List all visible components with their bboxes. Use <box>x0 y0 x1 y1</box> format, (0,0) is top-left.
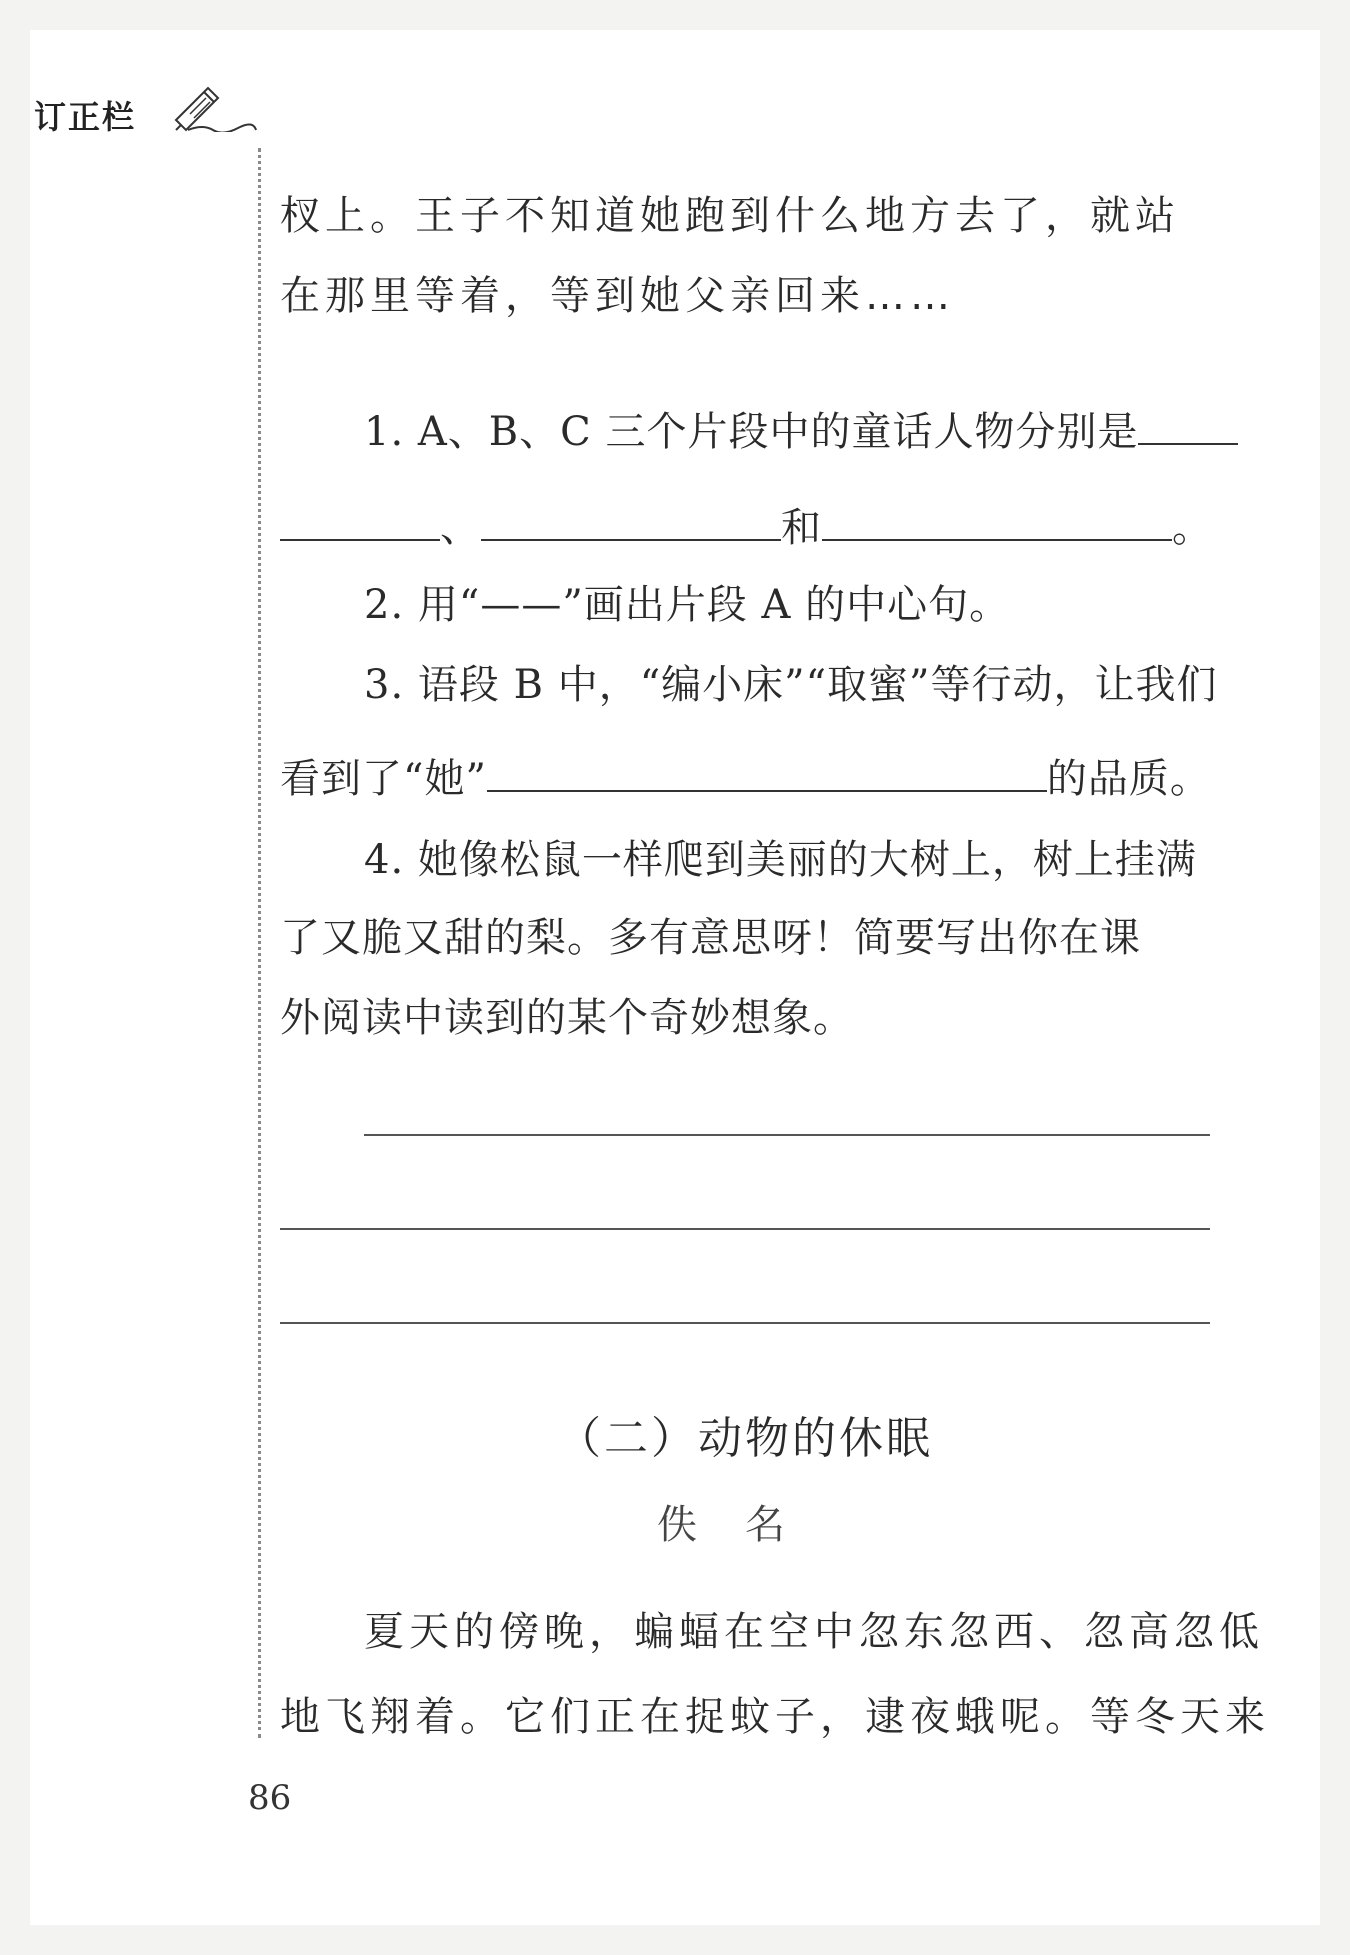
answer-blank[interactable] <box>481 509 781 541</box>
question-3-text-end: 的品质。 <box>1046 756 1211 802</box>
answer-blank[interactable] <box>280 509 440 541</box>
question-3-text: 看到了“她” <box>280 756 487 802</box>
question-2: 2. 用“——”画出片段 A 的中心句。 <box>364 582 1011 628</box>
passage-a-line-1: 杈上。王子不知道她跑到什么地方去了，就站 <box>280 193 1180 239</box>
separator: 、 <box>440 505 481 551</box>
question-3: 3. 语段 B 中，“编小床”“取蜜”等行动，让我们 <box>364 662 1218 708</box>
separator: 。 <box>1172 505 1213 551</box>
answer-line[interactable] <box>280 1322 1210 1324</box>
pencil-icon <box>168 82 258 132</box>
passage-a-line-2: 在那里等着，等到她父亲回来…… <box>280 273 955 319</box>
author: 佚名 <box>657 1502 833 1548</box>
question-4-line-2: 了又脆又甜的梨。多有意思呀！简要写出你在课 <box>280 915 1141 961</box>
correction-divider <box>258 148 261 1738</box>
answer-blank[interactable] <box>822 509 1172 541</box>
question-1-blanks <box>280 505 1213 551</box>
question-1 <box>280 409 1210 455</box>
correction-column-label: 订正栏 <box>34 98 137 136</box>
separator: 和 <box>781 505 822 551</box>
question-4-line-3: 外阅读中读到的某个奇妙想象。 <box>280 995 854 1041</box>
question-1-text: 1. A、B、C 三个片段中的童话人物分别是 <box>364 409 1139 455</box>
page-number: 86 <box>248 1778 292 1818</box>
question-3-line-2 <box>280 756 1211 802</box>
section-title: （二）动物的休眠 <box>557 1413 933 1464</box>
passage-b-line-1: 夏天的傍晚，蝙蝠在空中忽东忽西、忽高忽低 <box>364 1609 1264 1655</box>
answer-blank[interactable] <box>487 760 1047 792</box>
passage-b-line-2: 地飞翔着。它们正在捉蚊子，逮夜蛾呢。等冬天来 <box>280 1694 1270 1740</box>
answer-line[interactable] <box>280 1228 1210 1230</box>
answer-blank[interactable] <box>1138 413 1238 445</box>
question-4: 4. 她像松鼠一样爬到美丽的大树上，树上挂满 <box>364 837 1197 883</box>
answer-line[interactable] <box>364 1134 1210 1136</box>
